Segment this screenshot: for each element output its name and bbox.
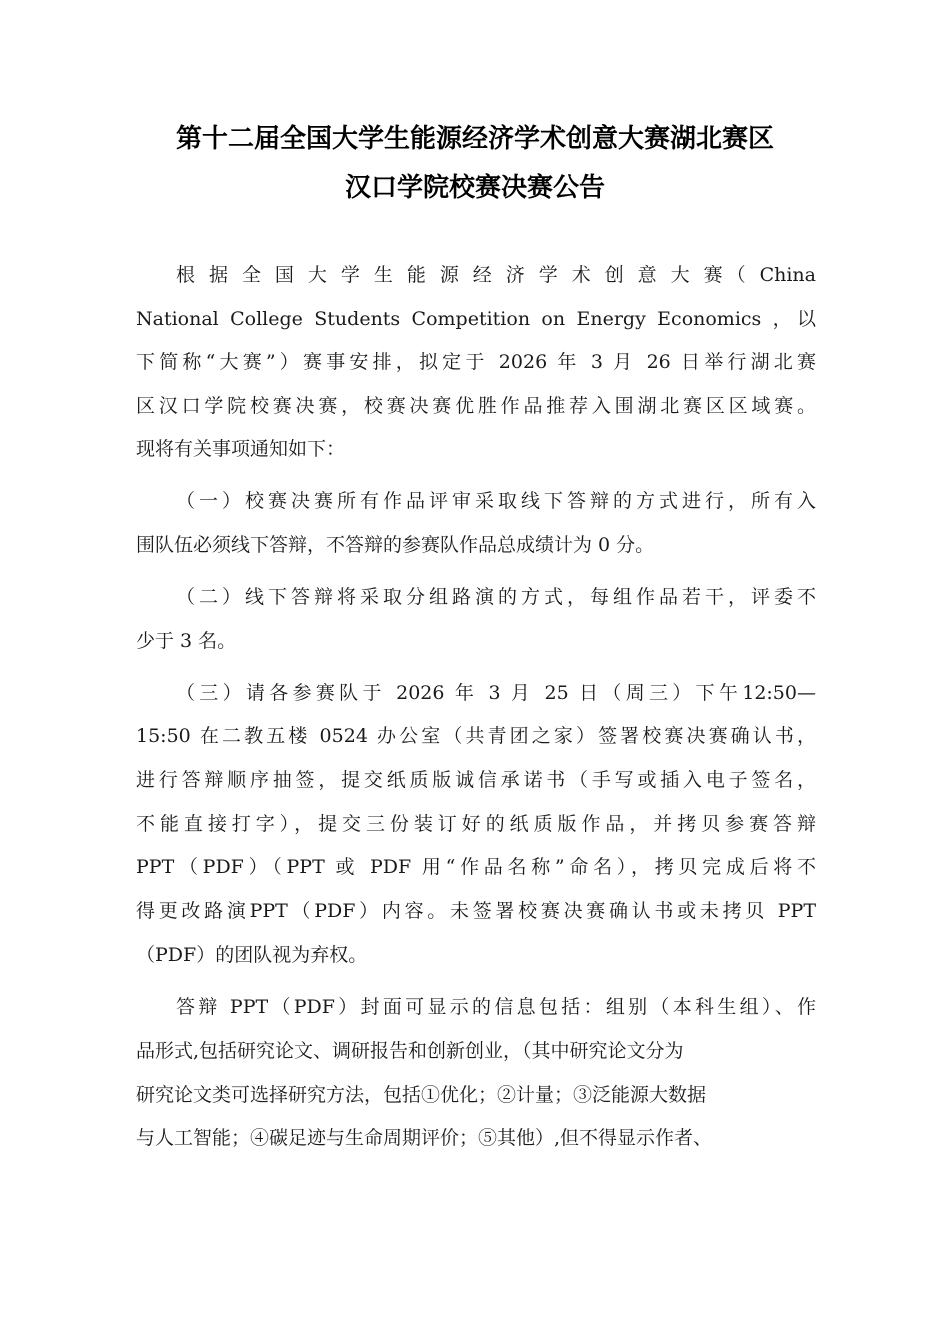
paragraph-cover-info-line: 品形式,包括研究论文、调研报告和创新创业，（其中研究论文分为 [136, 1040, 684, 1062]
paragraph-intro-line: 现将有关事项通知如下： [136, 438, 346, 460]
paragraph-item-3-line: 不能直接打字），提交三份装订好的纸质版作品，并拷贝参赛答辩 [136, 813, 816, 835]
paragraph-item-3-line: 得更改路演PPT（PDF）内容。未签署校赛决赛确认书或未拷贝 PPT [136, 900, 816, 922]
page-title-line-2: 汉口学院校赛决赛公告 [344, 173, 605, 203]
paragraph-cover-info-line: 研究论文类可选择研究方法，包括①优化；②计量；③泛能源大数据 [136, 1084, 707, 1106]
paragraph-item-3-line: （PDF）的团队视为弃权。 [136, 944, 368, 966]
paragraph-intro-line: 根 据 全 国 大 学 生 能 源 经 济 学 术 创 意 大 赛（ China [176, 264, 816, 286]
paragraph-item-3-line: 进行答辩顺序抽签，提交纸质版诚信承诺书（手写或插入电子签名， [136, 769, 816, 791]
page-title-line-1: 第十二届全国大学生能源经济学术创意大赛湖北赛区 [175, 124, 774, 154]
paragraph-intro-line: 区汉口学院校赛决赛，校赛决赛优胜作品推荐入围湖北赛区区域赛。 [136, 395, 816, 417]
paragraph-intro-line: 下简称“大赛”）赛事安排，拟定于 2026 年 3 月 26 日举行湖北赛 [136, 351, 816, 373]
paragraph-intro-line: National College Students Competition on Energy Economics ，以 [136, 308, 816, 330]
paragraph-cover-info-line: 与人工智能；④碳足迹与生命周期评价；⑤其他）,但不得显示作者、 [136, 1127, 713, 1149]
paragraph-item-2-line: 少于 3 名。 [136, 630, 237, 652]
paragraph-item-2-line: （二）线下答辩将采取分组路演的方式，每组作品若干，评委不 [176, 586, 816, 608]
paragraph-item-3-line: PPT（PDF）（PPT 或 PDF 用“作品名称”命名），拷贝完成后将不 [136, 856, 816, 878]
paragraph-item-1-line: （一）校赛决赛所有作品评审采取线下答辩的方式进行，所有入 [176, 490, 816, 512]
paragraph-item-3-line: 15:50 在二教五楼 0524 办公室（共青团之家）签署校赛决赛确认书， [136, 725, 816, 747]
paragraph-cover-info-line: 答辩 PPT（PDF）封面可显示的信息包括：组别（本科生组）、作 [176, 996, 816, 1018]
paragraph-item-1-line: 围队伍必须线下答辩，不答辩的参赛队作品总成绩计为 0 分。 [136, 534, 655, 556]
paragraph-item-3-line: （三）请各参赛队于 2026 年 3 月 25 日（周三）下午12:50— [176, 682, 816, 704]
